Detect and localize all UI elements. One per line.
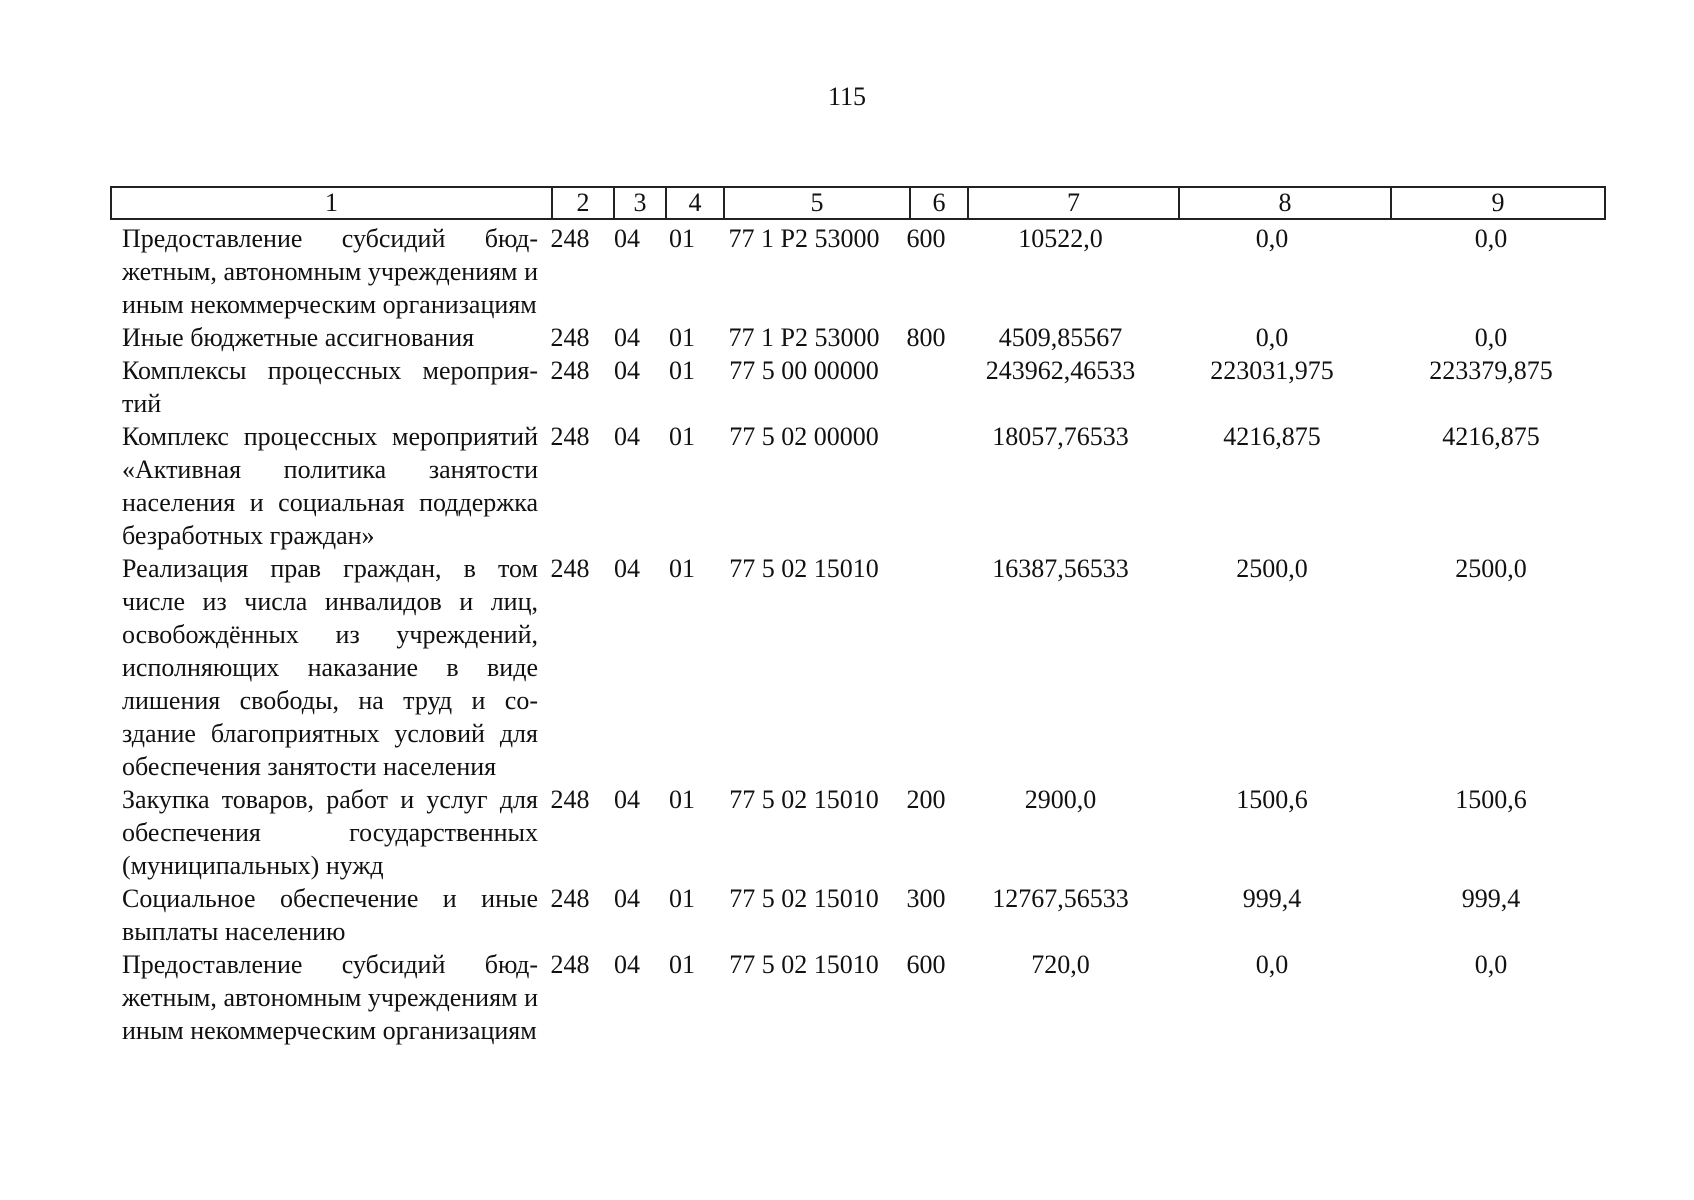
cell-col2: 248 <box>550 356 590 385</box>
table-row <box>110 222 1604 321</box>
cell-col9: 999,4 <box>1461 884 1521 913</box>
cell-col5: 77 5 00 00000 <box>729 356 879 385</box>
cell-col8: 999,4 <box>1242 884 1302 913</box>
cell-col6: 800 <box>906 323 946 352</box>
cell-col7: 4509,85567 <box>998 323 1123 352</box>
cell-col8: 0,0 <box>1255 323 1289 352</box>
page-number: 115 <box>827 82 867 111</box>
cell-col7: 18057,76533 <box>992 422 1129 451</box>
cell-col7: 12767,56533 <box>992 884 1129 913</box>
cell-col4: 01 <box>669 950 695 979</box>
column-header-9: 9 <box>1391 187 1605 219</box>
column-header-3: 3 <box>614 187 666 219</box>
cell-col4: 01 <box>669 422 695 451</box>
row-name: Иные бюджетные ассигнования <box>122 323 475 352</box>
cell-col4: 01 <box>669 323 695 352</box>
cell-col9: 1500,6 <box>1455 785 1527 814</box>
cell-col3: 04 <box>614 422 640 451</box>
cell-col8: 1500,6 <box>1236 785 1308 814</box>
cell-col5: 77 1 Р2 53000 <box>728 323 880 352</box>
cell-col4: 01 <box>669 224 695 253</box>
column-header-5: 5 <box>724 187 910 219</box>
cell-col2: 248 <box>550 323 590 352</box>
row-name: Предоставление субсидий бюджетным, автономным учреждениям и иным некоммерческим организациям <box>122 224 538 319</box>
cell-col2: 248 <box>550 554 590 583</box>
cell-col9: 223379,875 <box>1429 356 1553 385</box>
cell-col9: 2500,0 <box>1455 554 1527 583</box>
cell-col5: 77 5 02 15010 <box>729 884 879 913</box>
cell-col6: 200 <box>906 785 946 814</box>
column-header-1: 1 <box>111 187 552 219</box>
cell-col8: 0,0 <box>1255 950 1289 979</box>
row-name: Предоставление субсидий бюджетным, автономным учреждениям и иным некоммерческим организациям <box>122 950 538 1045</box>
cell-col5: 77 5 02 15010 <box>729 950 879 979</box>
table-row <box>110 783 1604 882</box>
table-row <box>110 882 1604 948</box>
table-body <box>110 222 1604 1047</box>
cell-col7: 720,0 <box>1031 950 1090 979</box>
column-header-6: 6 <box>910 187 968 219</box>
cell-col5: 77 5 02 15010 <box>729 554 879 583</box>
cell-col8: 4216,875 <box>1223 422 1321 451</box>
cell-col9: 0,0 <box>1474 323 1508 352</box>
cell-col7: 243962,46533 <box>985 356 1136 385</box>
cell-col8: 223031,975 <box>1210 356 1334 385</box>
cell-col2: 248 <box>550 785 590 814</box>
cell-col8: 2500,0 <box>1236 554 1308 583</box>
cell-col9: 0,0 <box>1474 950 1508 979</box>
row-name: Закупка товаров, работ и услуг для обеспечения государственных (муниципальных) нужд <box>122 785 538 880</box>
cell-col2: 248 <box>550 884 590 913</box>
column-header-8: 8 <box>1179 187 1391 219</box>
cell-col3: 04 <box>614 554 640 583</box>
cell-col4: 01 <box>669 884 695 913</box>
cell-col6: 600 <box>906 950 946 979</box>
table-header <box>110 186 1606 220</box>
row-name: Социальное обеспечение и иные выплаты населению <box>122 884 538 946</box>
cell-col3: 04 <box>614 950 640 979</box>
row-name: Реализация прав граждан, в том числе из числа инвалидов и лиц, освобождённых из учреждений, исполняющих наказание в виде лишения свободы, на труд и создание благоприятных условий для обеспечения занятости населения <box>122 554 538 781</box>
table-row <box>110 948 1604 1047</box>
cell-col9: 4216,875 <box>1442 422 1540 451</box>
cell-col7: 2900,0 <box>1024 785 1097 814</box>
cell-col3: 04 <box>614 356 640 385</box>
cell-col3: 04 <box>614 884 640 913</box>
cell-col4: 01 <box>669 356 695 385</box>
cell-col4: 01 <box>669 554 695 583</box>
cell-col3: 04 <box>614 224 640 253</box>
row-name: Комплексы процессных мероприятий <box>122 356 538 418</box>
cell-col9: 0,0 <box>1474 224 1508 253</box>
table-row <box>110 420 1604 552</box>
cell-col6: 600 <box>906 224 946 253</box>
cell-col5: 77 1 Р2 53000 <box>728 224 880 253</box>
column-header-4: 4 <box>666 187 724 219</box>
cell-col3: 04 <box>614 323 640 352</box>
cell-col2: 248 <box>550 422 590 451</box>
cell-col6: 300 <box>906 884 946 913</box>
cell-col8: 0,0 <box>1255 224 1289 253</box>
table-row <box>110 354 1604 420</box>
cell-col5: 77 5 02 00000 <box>729 422 879 451</box>
table-row <box>110 552 1604 783</box>
cell-col5: 77 5 02 15010 <box>729 785 879 814</box>
cell-col2: 248 <box>550 224 590 253</box>
column-header-7: 7 <box>968 187 1179 219</box>
cell-col7: 10522,0 <box>1018 224 1103 253</box>
cell-col2: 248 <box>550 950 590 979</box>
cell-col3: 04 <box>614 785 640 814</box>
table-row <box>110 321 1604 354</box>
column-header-2: 2 <box>552 187 614 219</box>
cell-col4: 01 <box>669 785 695 814</box>
row-name: Комплекс процессных мероприятий «Активная политика занятости населения и социальная поддержка безработных граждан» <box>122 422 538 550</box>
cell-col7: 16387,56533 <box>992 554 1129 583</box>
